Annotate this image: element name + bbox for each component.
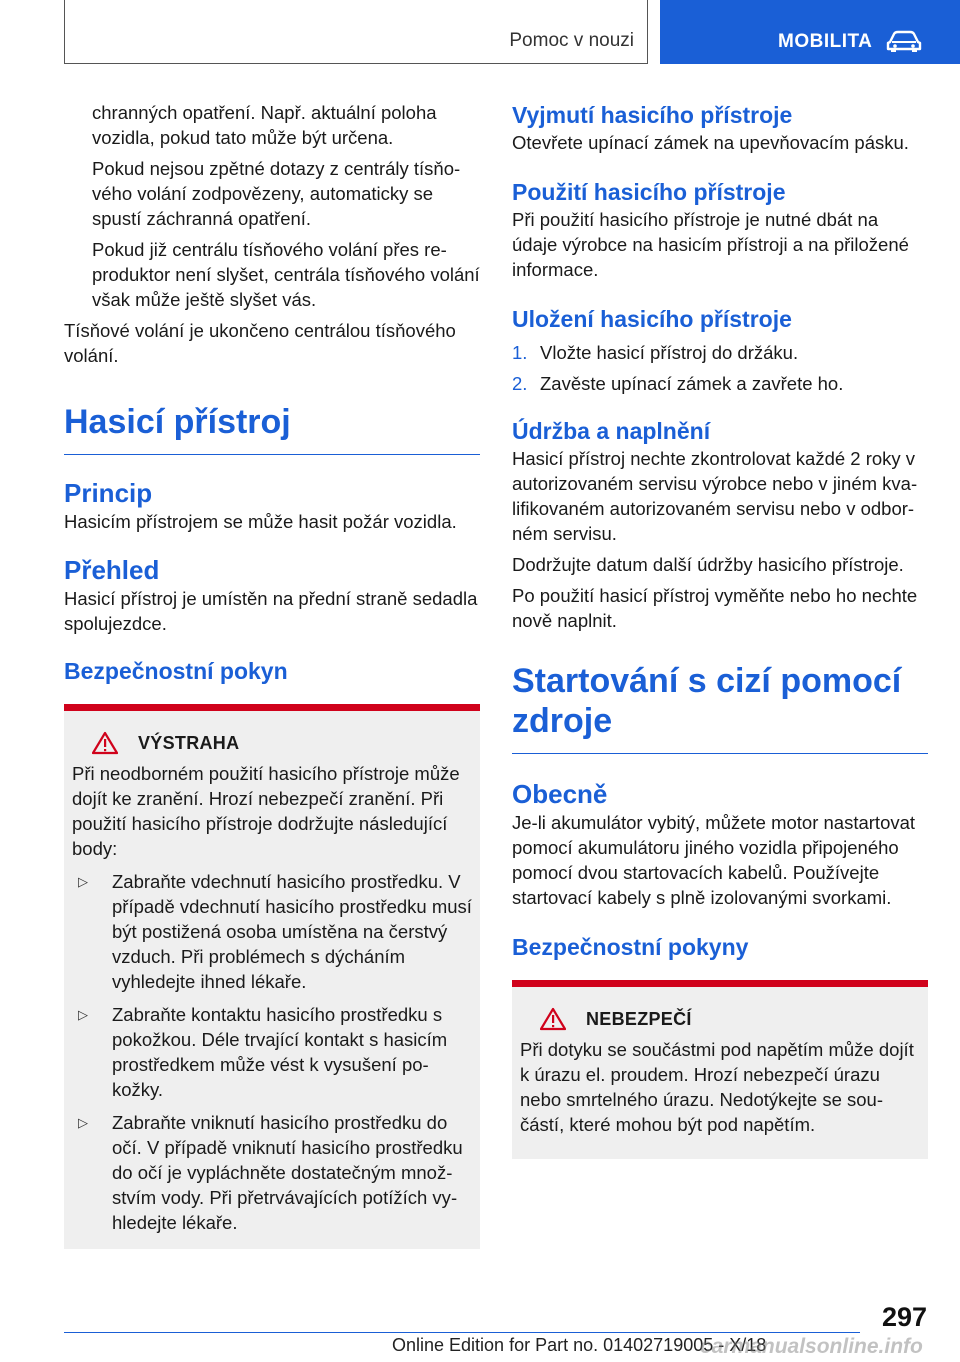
paragraph: Po použití hasicí přístroj vyměňte nebo ho nechte nově naplnit. bbox=[512, 585, 918, 631]
subheading: Bezpečnostní pokyny bbox=[512, 934, 749, 960]
right-column bbox=[512, 100, 928, 1159]
list-item-text: Zabraňte kontaktu hasicího prostředku s pokožkou. Déle trvající kontakt s hasicím prostředkem může vést k vysušení pokožky. bbox=[112, 1004, 448, 1100]
triangle-bullet-icon: ▷ bbox=[78, 1007, 88, 1022]
paragraph: Dodržujte datum další údržby hasicího přístroje. bbox=[512, 554, 904, 575]
section-heading: Hasicí přístroj bbox=[64, 403, 291, 441]
watermark: carmanualsonline.info bbox=[700, 1335, 923, 1358]
paragraph: Pokud nejsou zpětné dotazy z centrály tísňového volání zodpovězeny, automaticky se spustí záchranná opatření. bbox=[92, 158, 461, 229]
danger-title: NEBEZPEČÍ bbox=[586, 1008, 692, 1029]
numbered-step bbox=[512, 371, 928, 396]
paragraph: Hasicí přístroj je umístěn na přední straně sedadla spolujezdce. bbox=[64, 588, 478, 634]
warning-text: Při neodborném použití hasicího přístroje může dojít ke zranění. Hrozí nebezpečí zranění. Při použití hasicího přístroje dodržujte následující body: bbox=[72, 763, 460, 859]
list-item bbox=[72, 1110, 472, 1235]
paragraph: Hasicí přístroj nechte zkontrolovat každé 2 roky v autorizovaném servisu výrobce nebo v jiném kvalifikovaném autorizovaném servisu nebo v odborném servisu. bbox=[512, 448, 918, 544]
footer-divider bbox=[64, 1332, 860, 1333]
danger-header bbox=[520, 1007, 920, 1031]
list-item-text: Zabraňte vniknutí hasicího prostředku do očí. V případě vniknutí hasicího prostředku do očí je vypláchněte dostatečným množstvím vody. Při přetrvávajících potížích vyhledejte lékaře. bbox=[112, 1112, 463, 1233]
section-title: Pomoc v nouzi bbox=[509, 30, 634, 51]
subheading: Údržba a naplnění bbox=[512, 418, 711, 444]
paragraph: Tísňové volání je ukončeno centrálou tísňového volání. bbox=[64, 320, 456, 366]
step-number: 1. bbox=[512, 342, 528, 363]
chapter-tab-label: MOBILITA bbox=[778, 31, 873, 52]
left-column bbox=[64, 100, 480, 1249]
list-item bbox=[72, 869, 472, 994]
subheading: Obecně bbox=[512, 779, 608, 809]
paragraph: chranných opatření. Např. aktuální poloha vozidla, pokud tato může být určena. bbox=[92, 102, 437, 148]
list-item-text: Zabraňte vdechnutí hasicího prostředku. V případě vdechnutí hasicího prostředku musí být postižená osoba umístěna na čerstvý vzduch. Při problémech s dýcháním vyhledejte ihned lékaře. bbox=[112, 871, 472, 992]
subheading: Princip bbox=[64, 478, 153, 508]
car-icon bbox=[886, 30, 922, 52]
numbered-step bbox=[512, 340, 928, 365]
warning-icon bbox=[540, 1007, 566, 1031]
page-number: 297 bbox=[882, 1302, 928, 1332]
subheading: Použití hasicího přístroje bbox=[512, 179, 786, 205]
danger-box bbox=[512, 980, 928, 1159]
section-heading-wrap bbox=[512, 661, 928, 754]
subheading: Uložení hasicího přístroje bbox=[512, 306, 792, 332]
warning-title: VÝSTRAHA bbox=[138, 732, 240, 753]
paragraph: Při použití hasicího přístroje je nutné dbát na údaje výrobce na hasicím přístroji a na přiložené informace. bbox=[512, 209, 909, 280]
paragraph: Pokud již centrálu tísňového volání přes reproduktor není slyšet, centrála tísňového volání však může ještě slyšet vás. bbox=[92, 239, 480, 310]
paragraph: Otevřete upínací zámek na upevňovacím pásku. bbox=[512, 132, 909, 153]
step-text: Zavěste upínací zámek a zavřete ho. bbox=[540, 373, 844, 394]
step-number: 2. bbox=[512, 373, 528, 394]
section-heading-wrap bbox=[64, 402, 480, 455]
warning-header bbox=[72, 731, 472, 755]
footer-edition: Online Edition for Part no. 01402719005 - X/18 bbox=[392, 1335, 767, 1355]
step-text: Vložte hasicí přístroj do držáku. bbox=[540, 342, 799, 363]
triangle-bullet-icon: ▷ bbox=[78, 874, 88, 889]
danger-text: Při dotyku se součástmi pod napětím může dojít k úrazu el. proudem. Hrozí nebezpečí úrazu nebo smrtelného úrazu. Nedotýkejte se součástí, které mohou být pod napětím. bbox=[520, 1039, 914, 1135]
subheading: Přehled bbox=[64, 555, 160, 585]
list-item bbox=[72, 1002, 472, 1102]
subheading: Bezpečnostní pokyn bbox=[64, 658, 288, 684]
paragraph: Hasicím přístrojem se může hasit požár vozidla. bbox=[64, 511, 457, 532]
chapter-tab[interactable] bbox=[660, 0, 960, 64]
warning-box bbox=[64, 704, 480, 1249]
section-heading: Startování s cizí pomocí zdroje bbox=[512, 662, 902, 740]
subheading: Vyjmutí hasicího přístroje bbox=[512, 102, 793, 128]
paragraph: Je-li akumulátor vybitý, můžete motor nastartovat pomocí akumulátoru jiného vozidla připojeného pomocí dvou startovacích kabelů. Používejte startovací kabely s plně izolovanými svorkami. bbox=[512, 812, 916, 908]
warning-icon bbox=[92, 731, 118, 755]
triangle-bullet-icon: ▷ bbox=[78, 1115, 88, 1130]
